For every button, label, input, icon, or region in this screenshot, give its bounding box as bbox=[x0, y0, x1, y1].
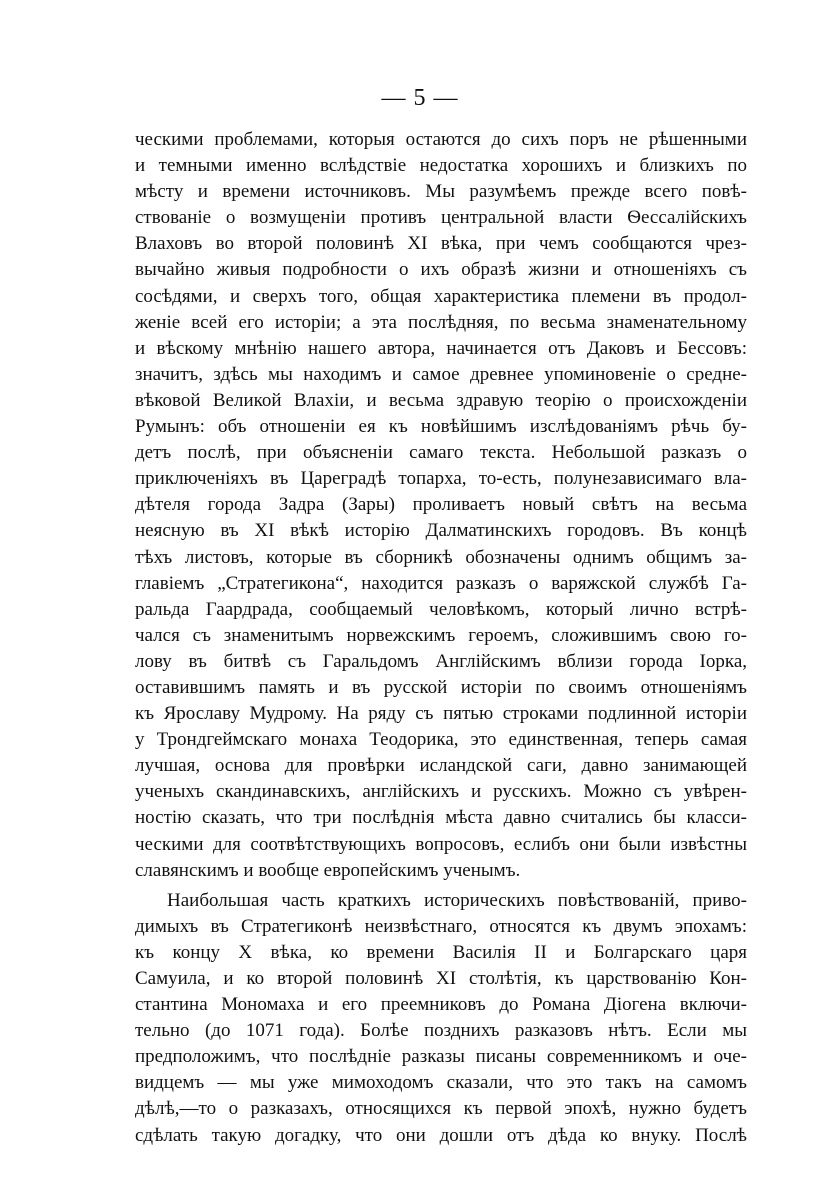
text-line: Влаховъ во второй половинѣ XI вѣка, при чемъ сообщаются чрез- bbox=[135, 233, 747, 255]
text-line: женіе всей его исторіи; а эта послѣдняя, по весьма знаменательному bbox=[135, 311, 747, 333]
text-line: вычайно живыя подробности о ихъ образѣ жизни и отношеніяхъ съ bbox=[135, 259, 747, 281]
text-line: у Трондгеймскаго монаха Теодорика, это единственная, теперь самая bbox=[135, 729, 747, 751]
text-line: вѣковой Великой Влахіи, и весьма здравую теорію о происхожденіи bbox=[135, 389, 747, 411]
text-line: сдѣлать такую догадку, что они дошли отъ дѣда ко внуку. Послѣ bbox=[135, 1124, 747, 1146]
text-line: видцемъ — мы уже мимоходомъ сказали, что это такъ на самомъ bbox=[135, 1072, 747, 1094]
text-line: и темными именно вслѣдствіе недостатка хорошихъ и близкихъ по bbox=[135, 155, 747, 177]
text-line: главіемъ „Стратегикона“, находится разказъ о варяжской службѣ Га- bbox=[135, 572, 747, 594]
text-line: димыхъ въ Стратегиконѣ неизвѣстнаго, относятся къ двумъ эпохамъ: bbox=[135, 915, 747, 937]
text-line: предположимъ, что послѣдніе разказы писаны современникомъ и оче- bbox=[135, 1046, 747, 1068]
text-line: ностію сказать, что три послѣднія мѣста давно считались бы класси- bbox=[135, 807, 747, 829]
text-line: тѣхъ листовъ, которые въ сборникѣ обозначены однимъ общимъ за- bbox=[135, 546, 747, 568]
text-line: значитъ, здѣсь мы находимъ и самое древнее упоминовеніе о средне- bbox=[135, 363, 747, 385]
text-line: дѣтеля города Задра (Зары) проливаетъ новый свѣтъ на весьма bbox=[135, 494, 747, 516]
text-line: тельно (до 1071 года). Болѣе позднихъ разказовъ нѣтъ. Если мы bbox=[135, 1020, 747, 1042]
text-line: мѣсту и времени источниковъ. Мы разумѣемъ прежде всего повѣ- bbox=[135, 181, 747, 203]
text-line: славянскимъ и вообще европейскимъ ученымъ. bbox=[135, 859, 521, 881]
text-line: ческими для соотвѣтствующихъ вопросовъ, еслибъ они были извѣстны bbox=[135, 833, 747, 855]
text-line: лову въ битвѣ съ Гаральдомъ Англійскимъ вблизи города Іорка, bbox=[135, 650, 747, 672]
paragraph-2 bbox=[135, 888, 747, 1149]
text-line: дѣлѣ,—то о разказахъ, относящихся къ первой эпохѣ, нужно будетъ bbox=[135, 1098, 747, 1120]
text-line: ученыхъ скандинавскихъ, англійскихъ и русскихъ. Можно съ увѣрен- bbox=[135, 781, 747, 803]
text-line: ствованіе о возмущеніи противъ центральной власти Ѳессалійскихъ bbox=[135, 207, 747, 229]
text-line: Наибольшая часть краткихъ историческихъ повѣствованій, приво- bbox=[167, 889, 747, 911]
page-number: — 5 — bbox=[381, 85, 459, 111]
text-line: и вѣскому мнѣнію нашего автора, начинается отъ Даковъ и Бессовъ: bbox=[135, 337, 747, 359]
text-line: стантина Мономаха и его преемниковъ до Романа Діогена включи- bbox=[135, 994, 747, 1016]
text-line: ческими проблемами, которыя остаются до сихъ поръ не рѣшенными bbox=[135, 129, 747, 150]
text-line: къ Ярославу Мудрому. На ряду съ пятью строками подлинной исторіи bbox=[135, 703, 747, 725]
paragraph-1 bbox=[135, 127, 747, 884]
text-line: неясную въ XI вѣкѣ исторію Далматинскихъ городовъ. Въ концѣ bbox=[135, 520, 747, 542]
page-body bbox=[135, 127, 747, 1149]
text-line: лучшая, основа для провѣрки исландской саги, давно занимающей bbox=[135, 755, 747, 777]
text-line: Румынъ: объ отношеніи ея къ новѣйшимъ изслѣдованіямъ рѣчь бу- bbox=[135, 416, 747, 438]
text-line: детъ послѣ, при объясненіи самаго текста. Небольшой разказъ о bbox=[135, 442, 747, 464]
text-line: Самуила, и ко второй половинѣ XI столѣтія, къ царствованію Кон- bbox=[135, 968, 747, 989]
text-line: приключеніяхъ въ Цареградѣ топарха, то-есть, полунезависимаго вла- bbox=[135, 468, 747, 490]
text-line: чался съ знаменитымъ норвежскимъ героемъ, сложившимъ свою го- bbox=[135, 624, 747, 646]
text-line: къ концу X вѣка, ко времени Василія II и Болгарскаго царя bbox=[135, 941, 747, 963]
text-line: сосѣдями, и сверхъ того, общая характеристика племени въ продол- bbox=[135, 285, 747, 307]
text-line: оставившимъ память и въ русской исторіи по своимъ отношеніямъ bbox=[135, 676, 747, 698]
text-line: ральда Гаардрада, сообщаемый человѣкомъ, который лично встрѣ- bbox=[135, 598, 747, 620]
